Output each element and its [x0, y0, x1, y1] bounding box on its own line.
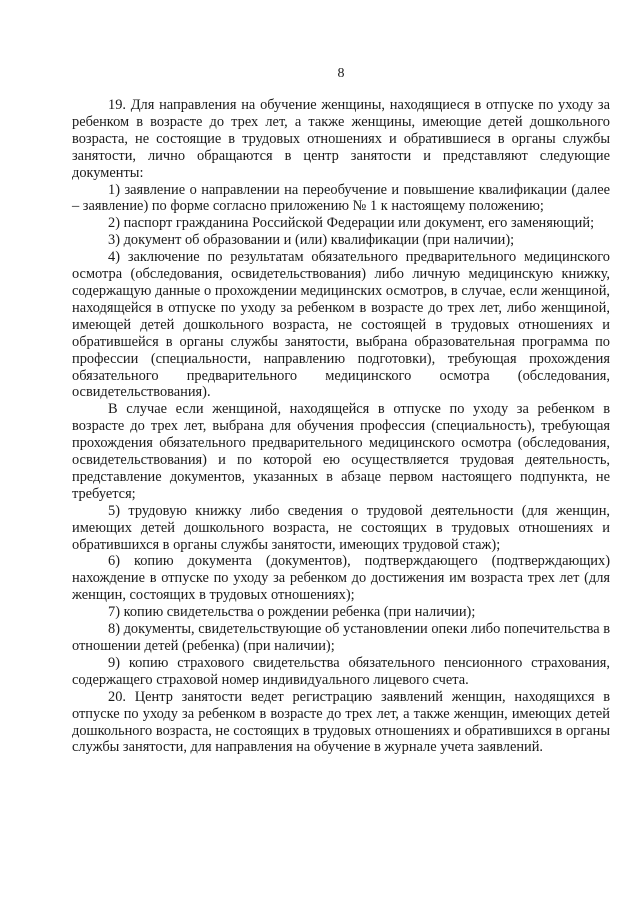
document-page	[72, 66, 610, 756]
list-item-9-pension-insurance: 9) копию страхового свидетельства обязательного пенсионного страхования, содержащего страховой номер индивидуального лицевого счета.	[72, 654, 610, 688]
list-item-5-employment-record: 5) трудовую книжку либо сведения о трудовой деятельности (для женщин, имеющих детей дошкольного возраста, не состоящих в трудовых отношениях и обратившихся в органы службы занятости, имеющих трудовой стаж);	[72, 502, 610, 553]
list-item-4-medical-conclusion: 4) заключение по результатам обязательного предварительного медицинского осмотра (обследования, освидетельствования) либо личную медицинскую книжку, содержащую данные о прохождении медицинских осмотров, в случае, если женщиной, находящейся в отпуске по уходу за ребенком в возрасте до трех лет, либо женщиной, имеющей детей дошкольного возраста, не состоящей в трудовых отношениях и обратившейся в органы службы занятости, выбрана образовательная программа по профессии (специальности, направлению подготовки), требующая прохождения обязательного предварительного медицинского осмотра (обследования, освидетельствования).	[72, 249, 610, 401]
list-item-8-guardianship-documents: 8) документы, свидетельствующие об установлении опеки либо попечительства в отношении детей (ребенка) (при наличии);	[72, 621, 610, 654]
list-item-1-application: 1) заявление о направлении на переобучение и повышение квалификации (далее – заявление) по форме согласно приложению № 1 к настоящему положению;	[72, 181, 610, 215]
list-item-7-birth-certificate: 7) копию свидетельства о рождении ребенка (при наличии);	[108, 604, 476, 621]
page-number: 8	[337, 66, 345, 81]
list-item-6-leave-document: 6) копию документа (документов), подтверждающего (подтверждающих) нахождение в отпуске по уходу за ребенком до достижения им возраста трех лет (для женщин, состоящих в трудовых отношениях);	[72, 553, 610, 604]
document-body	[72, 97, 610, 756]
list-item-4-exception-note: В случае если женщиной, находящейся в отпуске по уходу за ребенком в возрасте до трех лет, выбрана для обучения профессия (специальность), требующая прохождения обязательного предварительного медицинского осмотра (обследования, освидетельствования) и по которой ею осуществляется трудовая деятельность, представление документов, указанных в абзаце первом настоящего подпункта, не требуется;	[72, 401, 610, 502]
paragraph-19: 19. Для направления на обучение женщины, находящиеся в отпуске по уходу за ребенком в возрасте до трех лет, а также женщины, имеющие детей дошкольного возраста, не состоящие в трудовых отношениях и обратившиеся в органы службы занятости, лично обращаются в центр занятости и представляют следующие документы:	[72, 97, 610, 181]
list-item-3-education-document: 3) документ об образовании и (или) квалификации (при наличии);	[108, 232, 515, 249]
list-item-2-passport: 2) паспорт гражданина Российской Федерации или документ, его заменяющий;	[108, 215, 595, 232]
paragraph-20: 20. Центр занятости ведет регистрацию заявлений женщин, находящихся в отпуске по уходу за ребенком в возрасте до трех лет, а также женщин, имеющих детей дошкольного возраста, не состоящих в трудовых отношениях и обратившихся в органы службы занятости, для направления на обучение в журнале учета заявлений.	[72, 688, 610, 756]
